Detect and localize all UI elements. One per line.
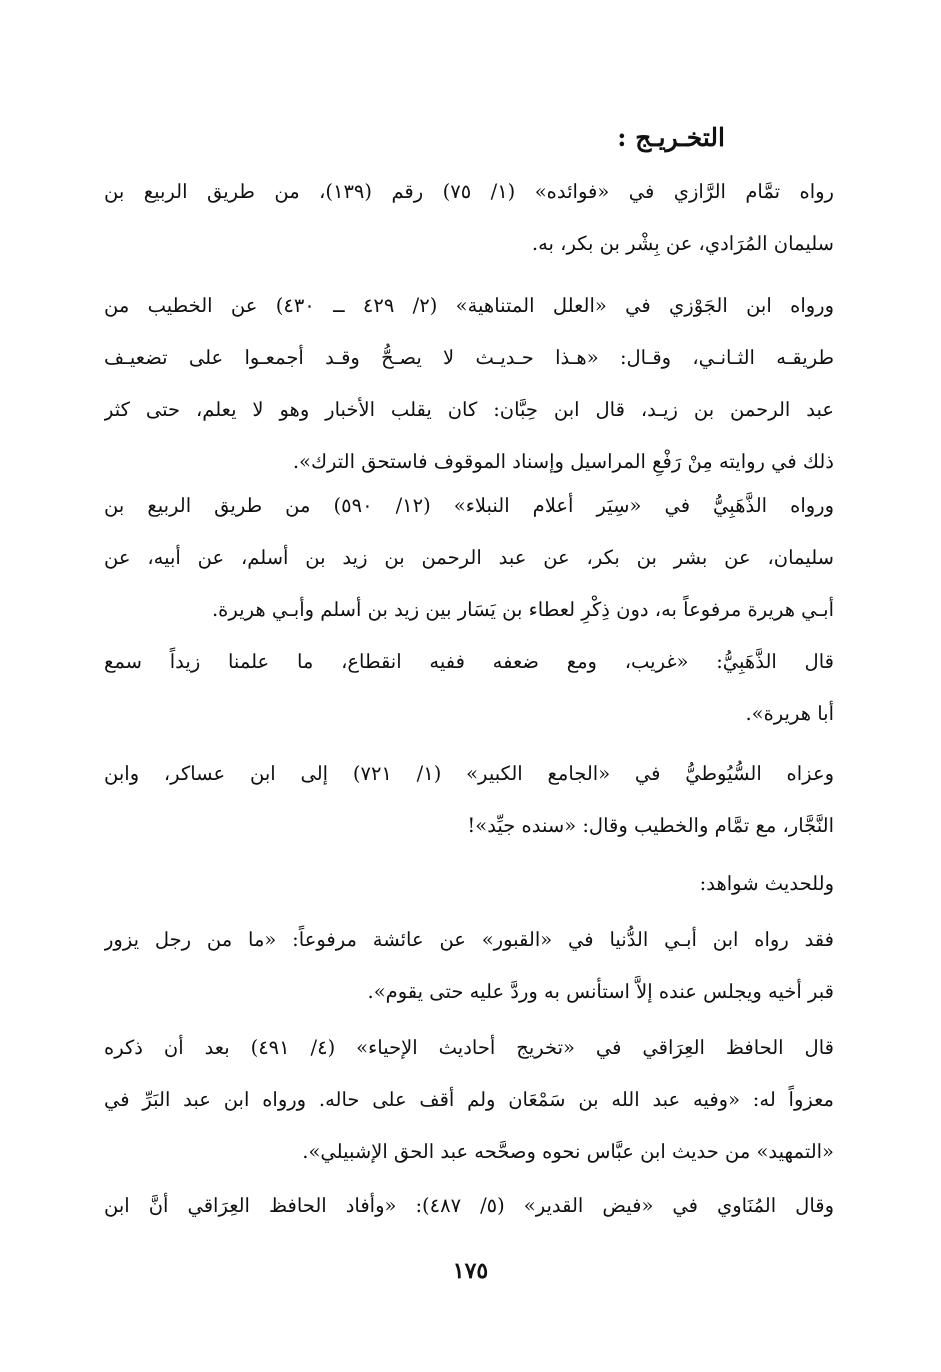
paragraph-line: معزواً له: «وفيه عبد الله بن سَمْعَان ولم أقف على حاله. ورواه ابن عبد البَرِّ في (104, 1088, 834, 1111)
paragraph-line: طريقـه الثـانـي، وقـال: «هـذا حـديـث لا يصـحُّ وقـد أجمعـوا على تضعيـف (104, 346, 834, 369)
paragraph-line: رواه تمَّام الرَّازي في «فوائده» (١/ ٧٥) رقم (١٣٩)، من طريق الربيع بن (104, 180, 834, 203)
paragraph-9 (104, 1180, 834, 1232)
paragraph-7 (104, 914, 834, 1018)
page-number: ١٧٥ (452, 1258, 489, 1284)
paragraph-line: ورواه الذَّهَبِيُّ في «سِيَر أعلام النبلاء» (١٢/ ٥٩٠) من طريق الربيع بن (104, 494, 834, 517)
paragraph-line: ذلك في روايته مِنْ رَفْعِ المراسيل وإسناد الموقوف فاستحق الترك». (292, 450, 834, 473)
paragraph-line: سليمان المُرَادي، عن بِشْر بن بكر، به. (531, 232, 834, 255)
paragraph-line: عبد الرحمن بن زيـد، قال ابن حِبَّان: كان يقلب الأخبار وهو لا يعلم، حتى كثر (104, 398, 834, 421)
paragraph-3 (104, 480, 834, 636)
paragraph-line: فقد رواه ابن أبـي الدُّنيا في «القبور» عن عائشة مرفوعاً: «ما من رجل يزور (104, 928, 834, 951)
paragraph-8 (104, 1022, 834, 1178)
paragraph-line: وللحديث شواهد: (699, 872, 834, 895)
paragraph-line: أبـي هريرة مرفوعاً به، دون ذِكْرِ لعطاء بن يَسَار بين زيد بن أسلم وأبـي هريرة. (211, 598, 834, 621)
paragraph-2 (104, 280, 834, 488)
paragraph-line: وقال المُنَاوي في «فيض القدير» (٥/ ٤٨٧): «وأفاد الحافظ العِرَاقي أنَّ ابن (104, 1194, 834, 1217)
paragraph-line: قبر أخيه ويجلس عنده إلاَّ استأنس به وردَّ عليه حتى يقوم». (367, 980, 834, 1003)
paragraph-line: سليمان، عن بشر بن بكر، عن عبد الرحمن بن زيد بن أسلم، عن أبيه، عن (104, 546, 834, 569)
section-heading: التخـريـج : (617, 123, 725, 152)
paragraph-4 (104, 636, 834, 740)
paragraph-line: قال الحافظ العِرَاقي في «تخريج أحاديث الإحياء» (٤/ ٤٩١) بعد أن ذكره (104, 1036, 834, 1059)
paragraph-line: قال الذَّهَبِيُّ: «غريب، ومع ضعفه ففيه انقطاع، ما علمنا زيداً سمع (104, 650, 834, 673)
paragraph-line: وعزاه السُّيُوطيُّ في «الجامع الكبير» (١/ ٧٢١) إلى ابن عساكر، وابن (104, 762, 834, 785)
paragraph-5 (104, 748, 834, 852)
paragraph-1 (104, 166, 834, 270)
paragraph-line: النَّجَّار، مع تمَّام والخطيب وقال: «سنده جيِّد»! (467, 814, 834, 837)
paragraph-line: أبا هريرة». (745, 702, 834, 725)
paragraph-line: «التمهيد» من حديث ابن عبَّاس نحوه وصحَّحه عبد الحق الإشبيلي». (302, 1140, 834, 1163)
paragraph-6 (104, 858, 834, 910)
paragraph-line: ورواه ابن الجَوْزي في «العلل المتناهية» (٢/ ٤٢٩ ــ ٤٣٠) عن الخطيب من (104, 294, 834, 317)
